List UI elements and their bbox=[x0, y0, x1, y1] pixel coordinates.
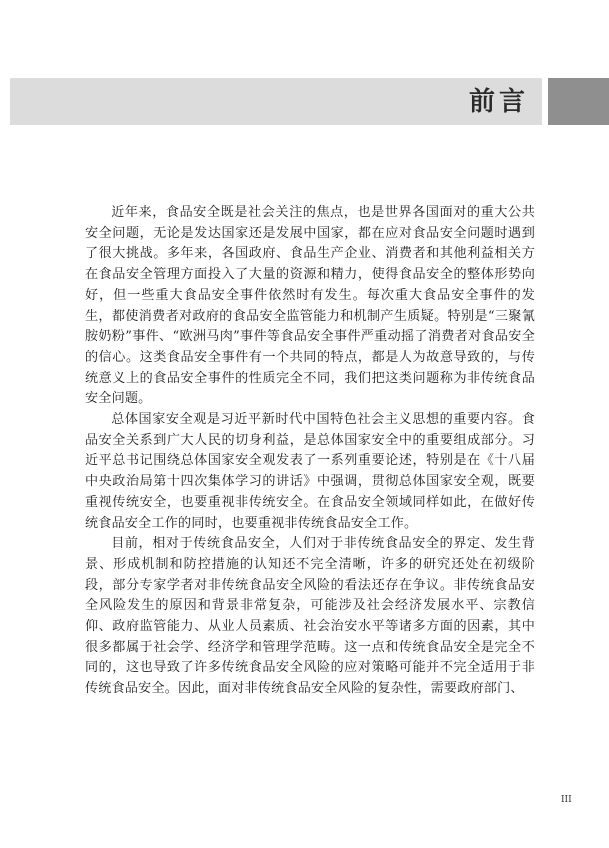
body-text bbox=[85, 203, 535, 700]
page-title: 前言 bbox=[468, 87, 529, 117]
page-number: III bbox=[561, 795, 572, 805]
header-band bbox=[10, 78, 542, 125]
paragraph-1: 近年来，食品安全既是社会关注的焦点，也是世界各国面对的重大公共安全问题，无论是发达国家还是发展中国家，都在应对食品安全问题时遇到了很大挑战。多年来，各国政府、食品生产企业、消费者和其他利益相关方在食品安全管理方面投入了大量的资源和精力，使得食品安全的整体形势向好，但一些重大食品安全事件依然时有发生。每次重大食品安全事件的发生，都使消费者对政府的食品安全监管能力和机制产生质疑。特别是“三聚氰胺奶粉”事件、“欧洲马肉”事件等食品安全事件严重动摇了消费者对食品安全的信心。这类食品安全事件有一个共同的特点，都是人为故意导致的，与传统意义上的食品安全事件的性质完全不同，我们把这类问题称为非传统食品安全问题。 bbox=[85, 205, 535, 407]
paragraph-3: 目前，相对于传统食品安全，人们对于非传统食品安全的界定、发生背景、形成机制和防控措施的认知还不完全清晰，许多的研究还处在初级阶段，部分专家学者对非传统食品安全风险的看法还存在争议。非传统食品安全风险发生的原因和背景非常复杂，可能涉及社会经济发展水平、宗教信仰、政府监管能力、从业人员素质、社会治安水平等诸多方面的因素，其中很多都属于社会学、经济学和管理学范畴。这一点和传统食品安全是完全不同的，这也导致了许多传统食品安全风险的应对策略可能并不完全适用于非传统食品安全。因此，面对非传统食品安全风险的复杂性，需要政府部门、 bbox=[85, 536, 535, 697]
header-tab bbox=[548, 78, 609, 125]
paragraph-2: 总体国家安全观是习近平新时代中国特色社会主义思想的重要内容。食品安全关系到广大人民的切身利益，是总体国家安全中的重要组成部分。习近平总书记围绕总体国家安全观发表了一系列重要论述，特别是在《十八届中央政治局第十四次集体学习的讲话》中强调，贯彻总体国家安全观，既要重视传统安全，也要重视非传统安全。在食品安全领域同样如此，在做好传统食品安全工作的同时，也要重视非传统食品安全工作。 bbox=[85, 412, 535, 531]
